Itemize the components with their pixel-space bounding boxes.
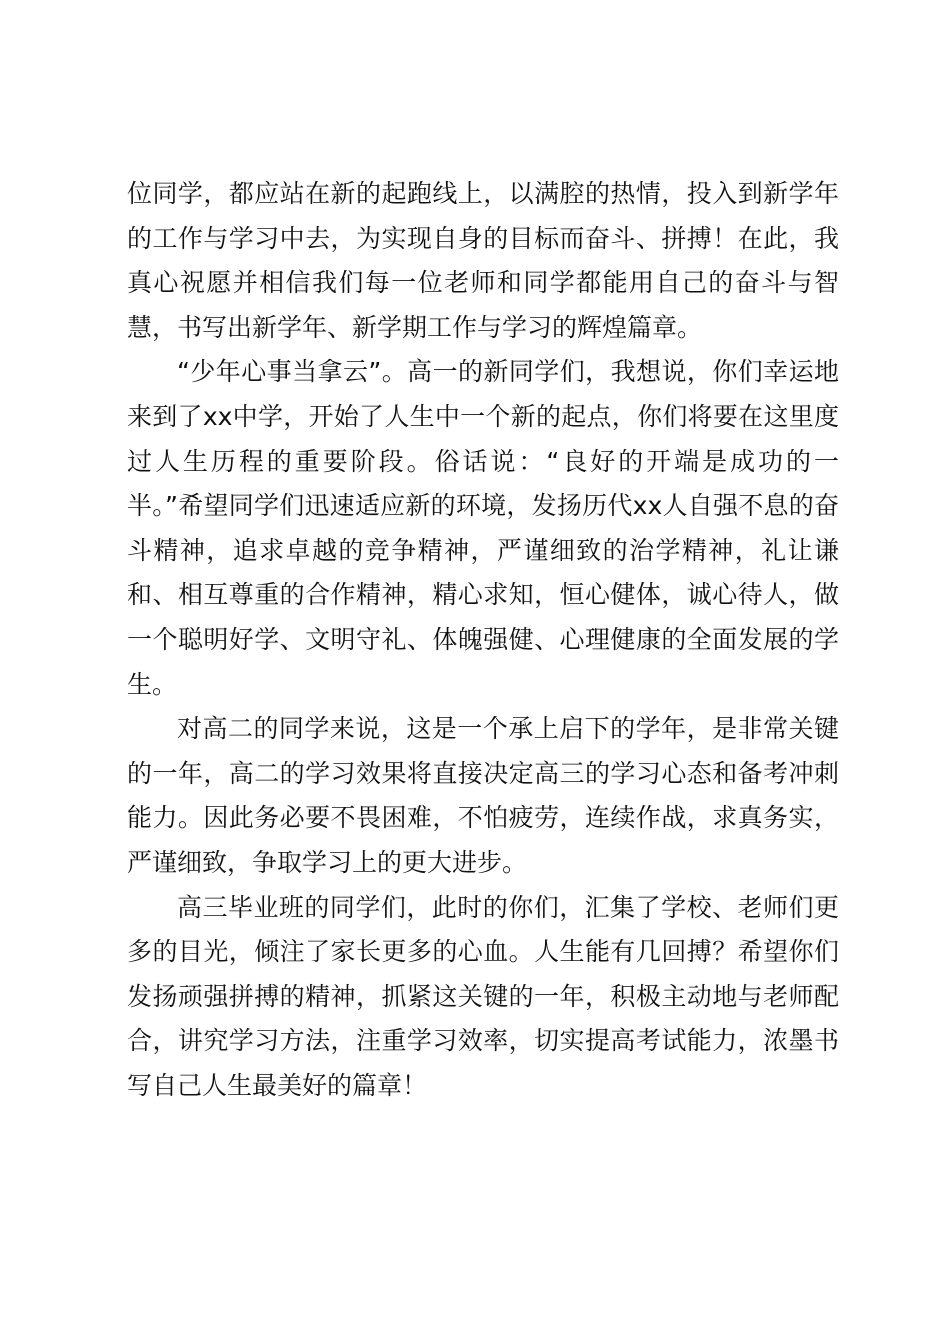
paragraph-1: 位同学，都应站在新的起跑线上，以满腔的热情，投入到新学年的工作与学习中去，为实现自身的目标而奋斗、拼搏！在此，我真心祝愿并相信我们每一位老师和同学都能用自己的奋斗与智慧，书写出新学年、新学期工作与学习的辉煌篇章。 xyxy=(127,179,839,342)
paragraph-2: “少年心事当拿云”。高一的新同学们，我想说，你们幸运地来到了xx中学，开始了人生中一个新的起点，你们将要在这里度过人生历程的重要阶段。俗话说：“良好的开端是成功的一半。”希望同学们迅速适应新的环境，发扬历代xx人自强不息的奋斗精神，追求卓越的竞争精神，严谨细致的治学精神，礼让谦和、相互尊重的合作精神，精心求知，恒心健体，诚心待人，做一个聪明好学、文明守礼、体魄强健、心理健康的全面发展的学生。 xyxy=(127,357,839,699)
document-body xyxy=(127,172,839,1108)
paragraph-3: 对高二的同学来说，这是一个承上启下的学年，是非常关键的一年，高二的学习效果将直接决定高三的学习心态和备考冲刺能力。因此务必要不畏困难，不怕疲劳，连续作战，求真务实，严谨细致，争取学习上的更大进步。 xyxy=(127,714,839,877)
paragraph-4: 高三毕业班的同学们，此时的你们，汇集了学校、老师们更多的目光，倾注了家长更多的心血。人生能有几回搏？希望你们发扬顽强拼搏的精神，抓紧这关键的一年，积极主动地与老师配合，讲究学习方法，注重学习效率，切实提高考试能力，浓墨书写自己人生最美好的篇章！ xyxy=(127,892,839,1100)
